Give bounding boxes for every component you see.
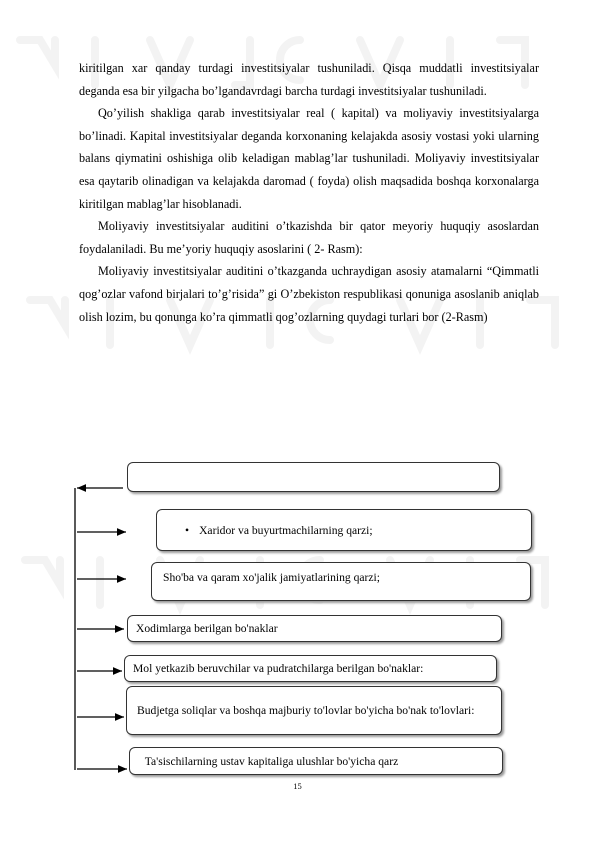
paragraph-2: Qo’yilish shakliga qarab investitsiyalar real ( kapital) va moliyaviy investitsiyalarga bo’linadi. Kapital investitsiyalar deganda korxonaning kelajakda asosiy vostasi yoki ularning balans qiymatini oshishiga olib keladigan mablag’lar tushuniladi. Moliyaviy investitsiyalar esa qaytarib olinadigan va kelajakda daromad ( foyda) olish maqsadida boshqa korxonalarga kiritilgan mablag’lar hisoblanadi. [79,106,539,211]
diagram-item-label: Xodimlarga berilgan bo'naklar [136,622,278,635]
diagram-item-label: Xaridor va buyurtmachilarning qarzi; [199,523,373,537]
diagram-item-label: Budjetga soliqlar va boshqa majburiy to'lovlar bo'yicha bo'nak to'lovlari: [137,704,475,717]
diagram-item-2 [151,562,531,601]
diagram-item-3 [127,615,502,642]
paragraph-3: Moliyaviy investitsiyalar auditini o’tkazishda bir qator meyoriy huquqiy asoslardan foydalaniladi. Bu me’yoriy huquqiy asoslarini ( 2- Rasm): [79,219,539,256]
bullet-icon: • [185,523,190,537]
diagram-header-box [127,462,500,492]
page-number: 15 [293,781,302,791]
diagram-item-6 [129,747,503,775]
paragraph-4: Moliyaviy investitsiyalar auditini o’tkazganda uchraydigan asosiy atamalarni “Qimmatli qog’ozlar vafond birjalari to’g’risida” gi O’zbekiston respublikasi qonuniga asoslanib aniqlab olish lozim, bu qonunga ko’ra qimmatli qog’ozlarning quydagi turlari bor (2-Rasm) [79,264,539,324]
diagram-item-label: Sho'ba va qaram xo'jalik jamiyatlarining qarzi; [163,571,380,584]
diagram-item-label: Ta'sischilarning ustav kapitaliga ulushlar bo'yicha qarz [142,754,399,768]
paragraph-1: kiritilgan xar qanday turdagi investitsiyalar tushuniladi. Qisqa muddatli investitsiyalar deganda esa bir yilgacha bo’lgandavrdagi barcha turdagi investitsiyalar tushuniladi. [79,61,539,98]
diagram-item-label: Mol yetkazib beruvchilar va pudratchilarga berilgan bo'naklar: [133,662,424,675]
diagram-item-5 [126,686,502,735]
diagram-item-4 [124,655,497,682]
diagram-item-1 [156,509,532,551]
